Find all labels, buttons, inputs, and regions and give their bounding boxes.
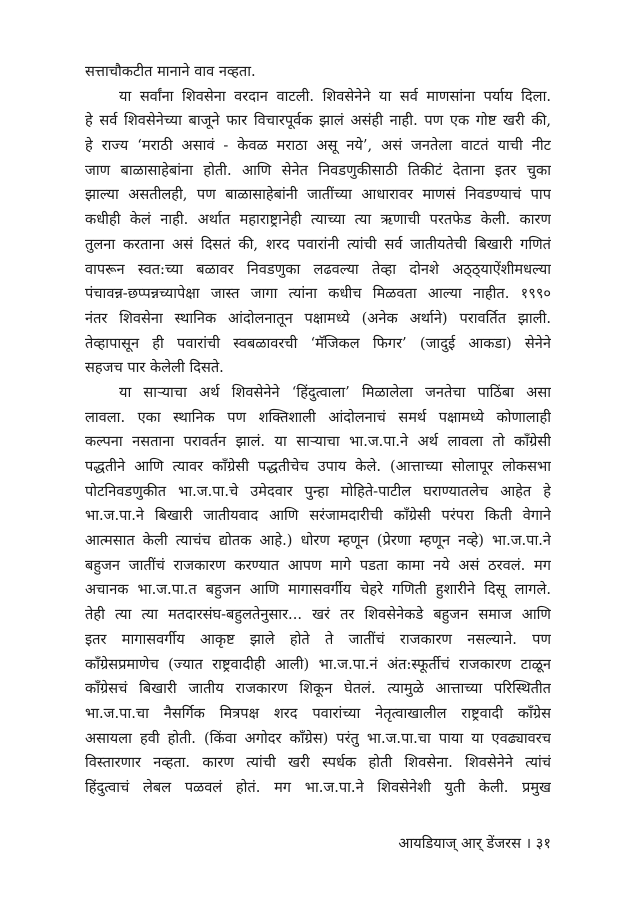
text-line: हे सर्व शिवसेनेच्या बाजूने फार विचारपूर्वक झालं असंही नाही. पण एक गोष्ट खरी की, [85,112,551,130]
text-line: झाल्या असतीलही, पण बाळासाहेबांनी जातींच्या आधारावर माणसं निवडण्याचं पाप [85,186,551,204]
text-line: आत्मसात केली त्याचंच द्योतक आहे.) धोरण म्हणून (प्रेरणा म्हणून नव्हे) भा.ज.पा.ने [85,532,551,550]
text-line: सत्ताचौकटीत मानाने वाव नव्हता. [85,63,256,80]
text-line: अचानक भा.ज.पा.त बहुजन आणि मागासवर्गीय चेहरे गणिती हुशारीने दिसू लागले. [85,581,551,599]
text-line: सहजच पार केलेली दिसते. [85,359,224,377]
text-line: बहुजन जातींचं राजकारण करण्यात आपण मागे पडता कामा नये असं ठरवलं. मग [85,556,551,574]
text-line: कॉंग्रेसप्रमाणेच (ज्यात राष्ट्रवादीही आली) भा.ज.पा.नं अंत:स्फूर्तीचं राजकारण टाळून [85,655,551,673]
text-line: हे राज्य ‘मराठी असावं - केवळ मराठा असू नये’, असं जनतेला वाटतं याची नीट [85,137,551,155]
text-line: या साऱ्याचा अर्थ शिवसेनेने ‘हिंदुत्वाला’ मिळालेला जनतेचा पाठिंबा असा [119,383,551,401]
text-line: तेव्हापासून ही पवारांची स्वबळावरची ‘मॅजिकल फिगर’ (जादुई आकडा) सेनेने [85,334,551,352]
page-footer: आयडियाज् आर् डेंजरस । ३१ [398,835,551,852]
text-line: नंतर शिवसेना स्थानिक आंदोलनातून पक्षामध्ये (अनेक अर्थाने) परावर्तित झाली. [85,309,551,327]
body-text [85,60,551,801]
text-line: भा.ज.पा.ने बिखारी जातीयवाद आणि सरंजामदारीची कॉंग्रेसी परंपरा किती वेगाने [85,507,551,525]
text-line: तेही त्या त्या मतदारसंघ-बहुलतेनुसार... खरं तर शिवसेनेकडे बहुजन समाज आणि [85,606,551,624]
text-line: हिंदुत्वाचं लेबल पळवलं होतं. मग भा.ज.पा.ने शिवसेनेशी युती केली. प्रमुख [85,778,551,796]
text-line: कल्पना नसताना परावर्तन झालं. या साऱ्याचा भा.ज.पा.ने अर्थ लावला तो कॉंग्रेसी [85,433,551,451]
text-line: विस्तारणार नव्हता. कारण त्यांची खरी स्पर्धक होती शिवसेना. शिवसेनेने त्यांचं [85,754,551,772]
text-line: असायला हवी होती. (किंवा अगोदर कॉंग्रेस) परंतु भा.ज.पा.चा पाया या एवढ्यावरच [85,729,551,747]
text-line: कॉंग्रेसचं बिखारी जातीय राजकारण शिकून घेतलं. त्यामुळे आत्ताच्या परिस्थितीत [85,680,551,698]
text-line: पद्धतीने आणि त्यावर कॉंग्रेसी पद्धतीचेच उपाय केले. (आत्ताच्या सोलापूर लोकसभा [85,458,551,475]
text-line: भा.ज.पा.चा नैसर्गिक मित्रपक्ष शरद पवारांच्या नेतृत्वाखालील राष्ट्रवादी कॉंग्रेस [85,704,551,722]
text-line: तुलना करताना असं दिसतं की, शरद पवारांनी त्यांची सर्व जातीयतेची बिखारी गणितं [85,235,551,253]
text-line: या सर्वांना शिवसेना वरदान वाटली. शिवसेनेने या सर्व माणसांना पर्याय दिला. [119,87,551,105]
text-line: इतर मागासवर्गीय आकृष्ट झाले होते ते जातींचं राजकारण नसल्याने. पण [85,630,551,648]
text-line: पोटनिवडणुकीत भा.ज.पा.चे उमेदवार पुन्हा मोहिते-पाटील घराण्यातलेच आहेत हे [85,482,551,500]
text-line: कधीही केलं नाही. अर्थात महाराष्ट्रानेही त्याच्या त्या ऋणाची परतफेड केली. कारण [85,211,551,229]
text-line: वापरून स्वत:च्या बळावर निवडणुका लढवल्या तेव्हा दोनशे अठ्ठ्याऐंशीमधल्या [85,260,551,278]
text-line: लावला. एका स्थानिक पण शक्तिशाली आंदोलनाचं समर्थ पक्षामध्ये कोणालाही [85,408,551,426]
text-line: पंचावन्न-छप्पन्नच्यापेक्षा जास्त जागा त्यांना कधीच मिळवता आल्या नाहीत. १९९० [85,285,551,303]
text-line: जाण बाळासाहेबांना होती. आणि सेनेत निवडणुकीसाठी तिकीटं देताना इतर चुका [85,161,551,179]
